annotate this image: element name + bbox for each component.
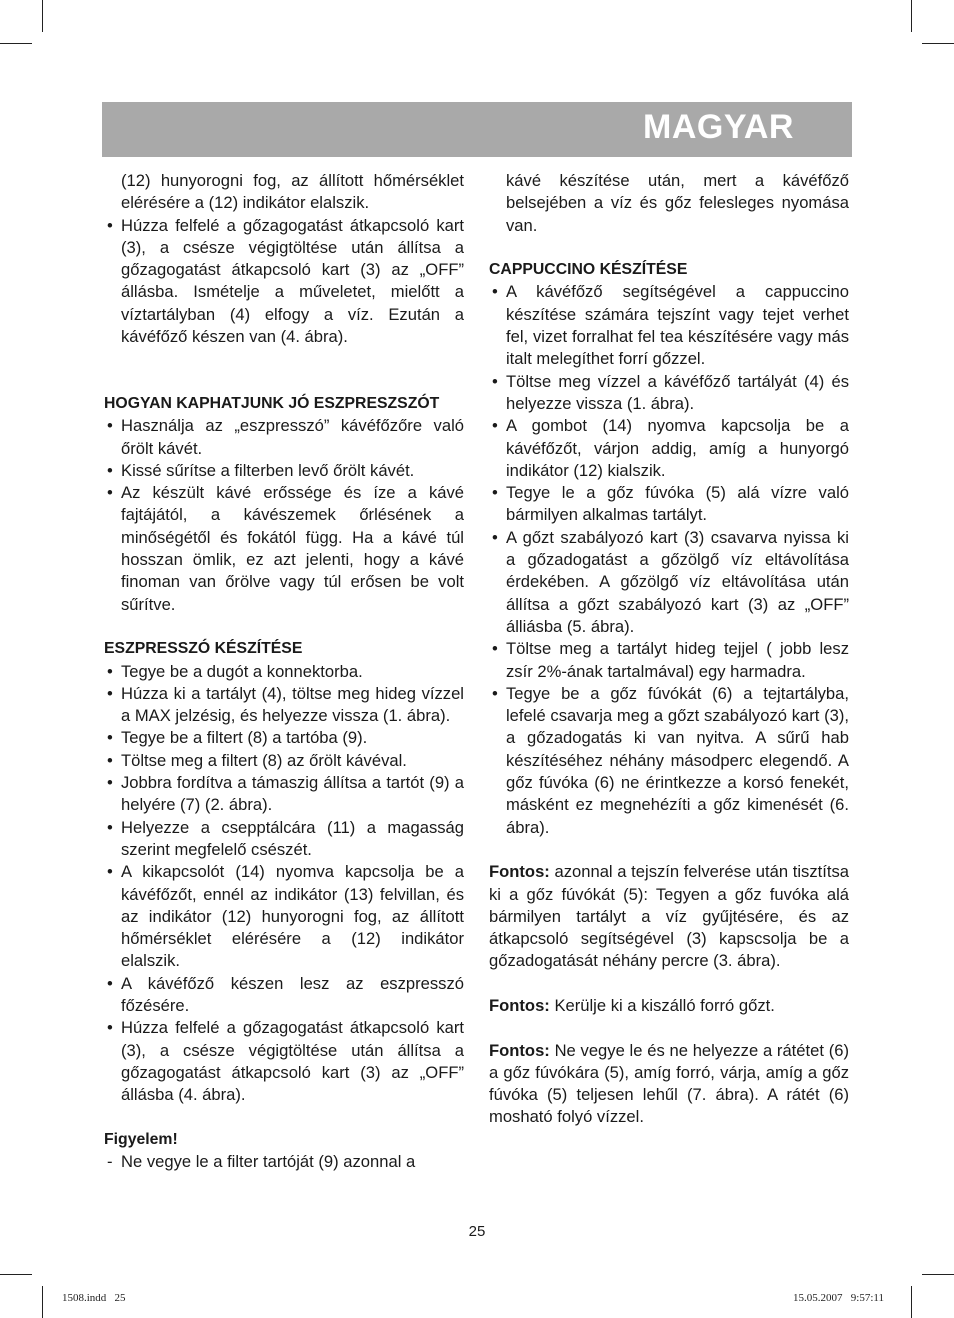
section-heading: HOGYAN KAPHATJUNK JÓ ESZPRESZSZÓT bbox=[104, 394, 440, 412]
list-item: • Jobbra fordítva a támaszig állítsa a tartót (9) a helyére (7) (2. ábra). bbox=[107, 773, 464, 815]
bullet: • bbox=[107, 973, 113, 993]
list-item: • A kávéfőző segítségével a cappuccino készítése számára tejszínt vagy tejet verhet fel, vizet forralhat fel tea készítésére vagy más italt melegíthet forrí gőzzel. bbox=[492, 282, 849, 369]
note-label: Fontos: bbox=[489, 995, 550, 1015]
note-label: Fontos: bbox=[489, 1040, 550, 1060]
bullet: • bbox=[107, 862, 113, 882]
bullet: • bbox=[107, 773, 113, 793]
crop-mark bbox=[911, 1286, 912, 1318]
continued-paragraph: kávé készítése után, mert a kávéfőző belsejében a víz és gőz felesleges nyomása van. bbox=[506, 171, 849, 235]
language-header-bar bbox=[102, 102, 852, 157]
bullet: • bbox=[107, 661, 113, 681]
dash-item: - Ne vegye le a filter tartóját (9) azonnal a bbox=[104, 1151, 464, 1173]
list-item: • Az készült kávé erőssége és íze a kávé fajtájától, a kávészemek őrlésének a minőségétől és fokától függ. Ha a kávé túl hosszan ömlik, ez azt jelenti, hogy a kávé finoman van őrölve vagy túl erősen be volt sűrítve. bbox=[107, 483, 464, 614]
list-item: • Tegye be a dugót a konnektorba. bbox=[104, 661, 464, 683]
list-item: • A kávéfőző készen lesz az eszpresszó főzésére. bbox=[107, 973, 464, 1015]
list-item: • Tegye be a filtert (8) a tartóba (9). bbox=[104, 727, 464, 749]
bullet: • bbox=[107, 1018, 113, 1038]
crop-mark bbox=[922, 43, 954, 44]
list-item: • Tegye le a gőz fúvóka (5) alá vízre való bármilyen alkalmas tartályt. bbox=[492, 483, 849, 525]
note-paragraph: Fontos: Kerülje ki a kiszálló forró gőzt. bbox=[489, 995, 775, 1015]
file-slug: 1508.indd 25 bbox=[62, 1292, 126, 1304]
section-heading: CAPPUCCINO KÉSZÍTÉSE bbox=[489, 261, 688, 279]
crop-mark bbox=[911, 0, 912, 32]
page-number: 25 bbox=[468, 1223, 486, 1240]
bullet: • bbox=[107, 817, 113, 837]
list-item: • Kissé sűrítse a filterben levő őrölt kávét. bbox=[104, 460, 464, 482]
bullet: • bbox=[107, 460, 113, 480]
crop-mark bbox=[0, 43, 32, 44]
left-column bbox=[104, 170, 464, 1173]
print-timestamp: 15.05.2007 9:57:11 bbox=[793, 1292, 884, 1304]
bullet: • bbox=[492, 683, 498, 703]
continued-paragraph: (12) hunyorogni fog, az állított hőmérséklet elérésére a (12) indikátor elalszik. bbox=[121, 171, 464, 213]
list-item: • Használja az „eszpresszó” kávéfőzőre való őrölt kávét. bbox=[107, 416, 464, 458]
list-item: • A gombot (14) nyomva kapcsolja be a kávéfőzőt, várjon addig, amíg a hunyorgó indikátor (12) kialszik. bbox=[492, 416, 849, 480]
list-item: • Tegye be a gőz fúvókát (6) a tejtartályba, lefelé csavarja meg a gőzt szabályozó kart (3), a gőzadogatás ki van nyitva. A sűrű hab készítéséhez néhány másodperc elegendő. A gőz fúvóka (6) ne érintkezze a korsó fenekét, másként ez megnehézíti a gőz kimenését (6. ábra). bbox=[492, 683, 849, 837]
language-title: MAGYAR bbox=[643, 108, 794, 146]
bullet: • bbox=[107, 728, 113, 748]
list-item: • Helyezze a csepptálcára (11) a magasság szerint megfelelő csészét. bbox=[107, 817, 464, 859]
bullet: • bbox=[492, 639, 498, 659]
bullet: • bbox=[492, 483, 498, 503]
bullet: • bbox=[492, 416, 498, 436]
right-column bbox=[489, 170, 849, 1129]
note-paragraph: Fontos: azonnal a tejszín felverése után tisztítsa ki a gőz fúvókát (5): Tegyen a gőz fuvóka alá bármilyen tartályt a víz gyűjtésére, és az átkapcsoló segítségével (3) kapscsolja be a gőzadogatását néhány percre (3. ábra). bbox=[489, 862, 849, 971]
note-paragraph: Fontos: Ne vegye le és ne helyezze a rátétet (6) a gőz fúvókára (5), amíg forró, várja, amíg a gőz fúvóka (5) teljesen lehűl (7. ábra). A rátét (6) mosható folyó vízzel. bbox=[489, 1040, 849, 1127]
bullet: • bbox=[107, 416, 113, 436]
bullet: • bbox=[107, 683, 113, 703]
crop-mark bbox=[42, 1286, 43, 1318]
list-item: • A kikapcsolót (14) nyomva kapcsolja be a kávéfőzőt, ennél az indikátor (13) felvillan, és az indikátor (12) hunyorogni fog, az állított hőmérséklet elérésére a (12) indikátor elalszik. bbox=[107, 862, 464, 971]
crop-mark bbox=[922, 1274, 954, 1275]
bullet: • bbox=[107, 215, 113, 235]
crop-mark bbox=[0, 1274, 32, 1275]
bullet: • bbox=[492, 527, 498, 547]
list-item: • Húzza felfelé a gőzagogatást átkapcsoló kart (3), a csésze végigtöltése után állítsa a gőzagogatást átkapcsoló kart (3) az „OFF” állásba. Ismételje a műveletet, mielőtt a víztartályban (4) elfogy a víz. Ezután a kávéfőző készen van (4. ábra). bbox=[107, 215, 464, 347]
list-item: • Húzza felfelé a gőzagogatást átkapcsoló kart (3), a csésze végigtöltése után állítsa a gőzagogatást átkapcsoló kart (3) az „OFF” állásba (4. ábra). bbox=[107, 1018, 464, 1105]
dash: - bbox=[107, 1152, 113, 1172]
bullet: • bbox=[107, 750, 113, 770]
list-item: • Töltse meg vízzel a kávéfőző tartályát (4) és helyezze vissza (1. ábra). bbox=[492, 371, 849, 413]
bullet: • bbox=[492, 282, 498, 302]
note-label: Fontos: bbox=[489, 862, 550, 882]
list-item: • Húzza ki a tartályt (4), töltse meg hideg vízzel a MAX jelzésig, és helyezze vissza (1. ábra). bbox=[107, 683, 464, 726]
attention-heading: Figyelem! bbox=[104, 1130, 178, 1148]
list-item: • Töltse meg a tartályt hideg tejjel ( jobb lesz zsír 2%-ának tartalmával) egy harmadra. bbox=[492, 639, 849, 681]
section-heading: ESZPRESSZÓ KÉSZÍTÉSE bbox=[104, 640, 303, 658]
list-item: • Töltse meg a filtert (8) az őrölt kávéval. bbox=[104, 750, 464, 772]
crop-mark bbox=[42, 0, 43, 32]
bullet: • bbox=[492, 371, 498, 391]
bullet: • bbox=[107, 483, 113, 503]
list-item: • A gőzt szabályozó kart (3) csavarva nyissa ki a gőzadogatást a gőzölgő víz eltávolítása érdekében. A gőzölgő víz eltávolítása után állítsa a gőzt szabályozó kart (3) az „OFF” álliásba (5. ábra). bbox=[492, 527, 849, 636]
